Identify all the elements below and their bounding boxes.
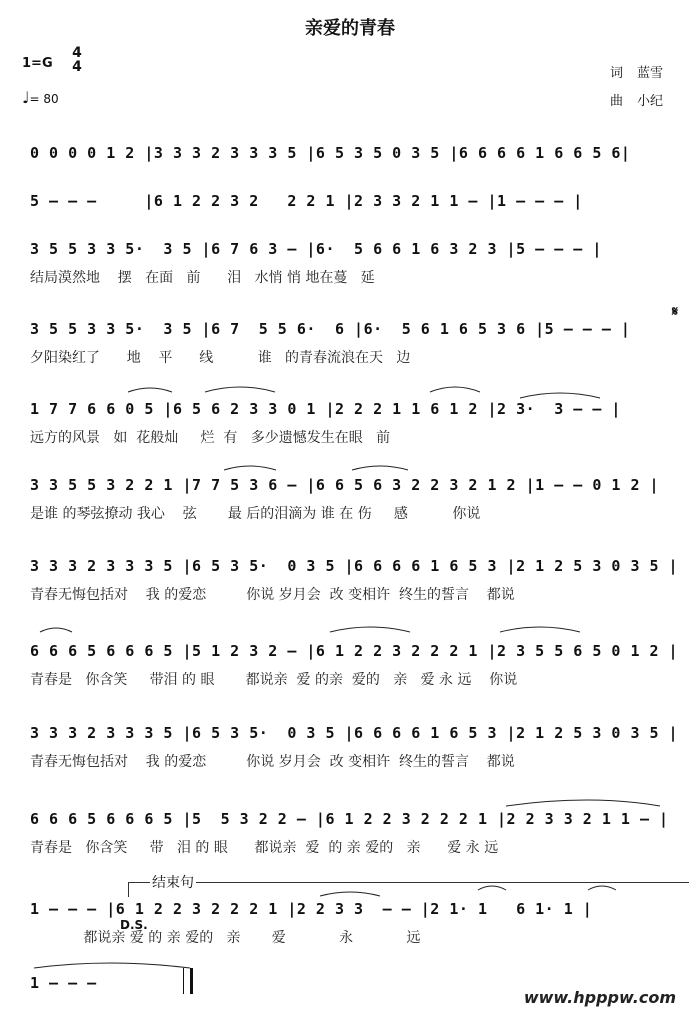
slur xyxy=(520,393,600,398)
key-signature: 1=G xyxy=(22,56,53,71)
ds-mark: D.S. xyxy=(120,918,148,932)
lyrics-line: 是谁 的琴弦撩动 我心 弦 最 后的泪滴为 谁 在 伤 感 你说 xyxy=(30,506,481,522)
quarter-note-icon: ♩ xyxy=(22,88,30,107)
site-watermark: www.hpppw.com xyxy=(523,988,676,1007)
song-title: 亲爱的青春 xyxy=(305,18,395,39)
lyrics-line: 都说亲 爱 的 亲 爱的 亲 爱 永 远 xyxy=(30,930,421,946)
lyrics-line: 青春无悔包括对 我 的爱恋 你说 岁月会 改 变相许 终生的誓言 都说 xyxy=(30,754,515,770)
lyricist-label: 词 xyxy=(610,66,624,81)
lyrics-line: 青春无悔包括对 我 的爱恋 你说 岁月会 改 变相许 终生的誓言 都说 xyxy=(30,587,515,603)
notes-line: 0 0 0 0 1 2 |3 3 3 2 3 3 3 5 |6 5 3 5 0 3 5 |6 6 6 6 1 6 6 5 6| xyxy=(30,144,631,162)
slur xyxy=(500,627,580,632)
slur xyxy=(224,466,276,470)
notes-line: 3 3 5 5 3 2 2 1 |7 7 5 3 6 — |6 6 5 6 3 2 2 3 2 1 2 |1 — — 0 1 2 | xyxy=(30,476,660,494)
slur xyxy=(320,892,380,896)
notes-line: 3 3 3 2 3 3 3 5 |6 5 3 5· 0 3 5 |6 6 6 6 1 6 5 3 |2 1 2 5 3 0 3 5 | xyxy=(30,724,679,742)
notes-line: 3 3 3 2 3 3 3 5 |6 5 3 5· 0 3 5 |6 6 6 6 1 6 5 3 |2 1 2 5 3 0 3 5 | xyxy=(30,557,679,575)
time-signature-top: 4 xyxy=(72,45,82,61)
time-signature-bottom: 4 xyxy=(72,59,82,75)
segno-icon: 𝄋 xyxy=(672,304,679,320)
notes-line: 6 6 6 5 6 6 6 5 |5 5 3 2 2 — |6 1 2 2 3 2 2 2 1 |2 2 3 3 2 1 1 — | xyxy=(30,810,669,828)
slur xyxy=(40,628,72,632)
lyrics-line: 远方的风景 如 花般灿 烂 有 多少遗憾发生在眼 前 xyxy=(30,430,391,446)
slur xyxy=(506,800,660,806)
slur xyxy=(330,627,410,632)
lyrics-line: 夕阳染红了 地 平 线 谁 的青春流浪在天 边 xyxy=(30,350,411,366)
notes-line: 6 6 6 5 6 6 6 5 |5 1 2 3 2 — |6 1 2 2 3 2 2 2 1 |2 3 5 5 6 5 0 1 2 | xyxy=(30,642,679,660)
slur xyxy=(588,886,616,890)
notes-line: 3 5 5 3 3 5· 3 5 |6 7 5 5 6· 6 |6· 5 6 1 6 5 3 6 |5 — — — | xyxy=(30,320,631,338)
tempo-value: = 80 xyxy=(29,92,59,106)
lyricist-name: 蓝雪 xyxy=(637,66,664,81)
notes-line: 1 7 7 6 6 0 5 |6 5 6 2 3 3 0 1 |2 2 2 1 1 6 1 2 |2 3· 3 — — | xyxy=(30,400,621,418)
composer-label: 曲 xyxy=(610,94,624,109)
slur xyxy=(34,963,190,968)
lyrics-line: 青春是 你含笑 带 泪 的 眼 都说亲 爱 的 亲 爱的 亲 爱 永 远 xyxy=(30,840,499,856)
slur xyxy=(430,387,480,392)
notes-line: 3 5 5 3 3 5· 3 5 |6 7 6 3 — |6· 5 6 6 1 6 3 2 3 |5 — — — | xyxy=(30,240,602,258)
slur xyxy=(128,388,172,392)
coda-label: 结束句 xyxy=(150,872,196,892)
slur xyxy=(352,466,408,470)
notes-line: 1 — — — |6 1 2 2 3 2 2 2 1 |2 2 3 3 — — |2 1· 1 6 1· 1 | xyxy=(30,900,593,918)
lyrics-line: 结局漠然地 摆 在面 前 泪 水悄 悄 地在蔓 延 xyxy=(30,270,375,286)
slur xyxy=(205,387,275,392)
slur xyxy=(478,886,506,890)
notes-line: 1 — — — xyxy=(30,974,97,992)
composer-name: 小纪 xyxy=(637,94,664,109)
lyrics-line: 青春是 你含笑 带泪 的 眼 都说亲 爱 的亲 爱的 亲 爱 永 远 你说 xyxy=(30,672,518,688)
notes-line: 5 — — — |6 1 2 2 3 2 2 2 1 |2 3 3 2 1 1 — |1 — — — | xyxy=(30,192,583,210)
